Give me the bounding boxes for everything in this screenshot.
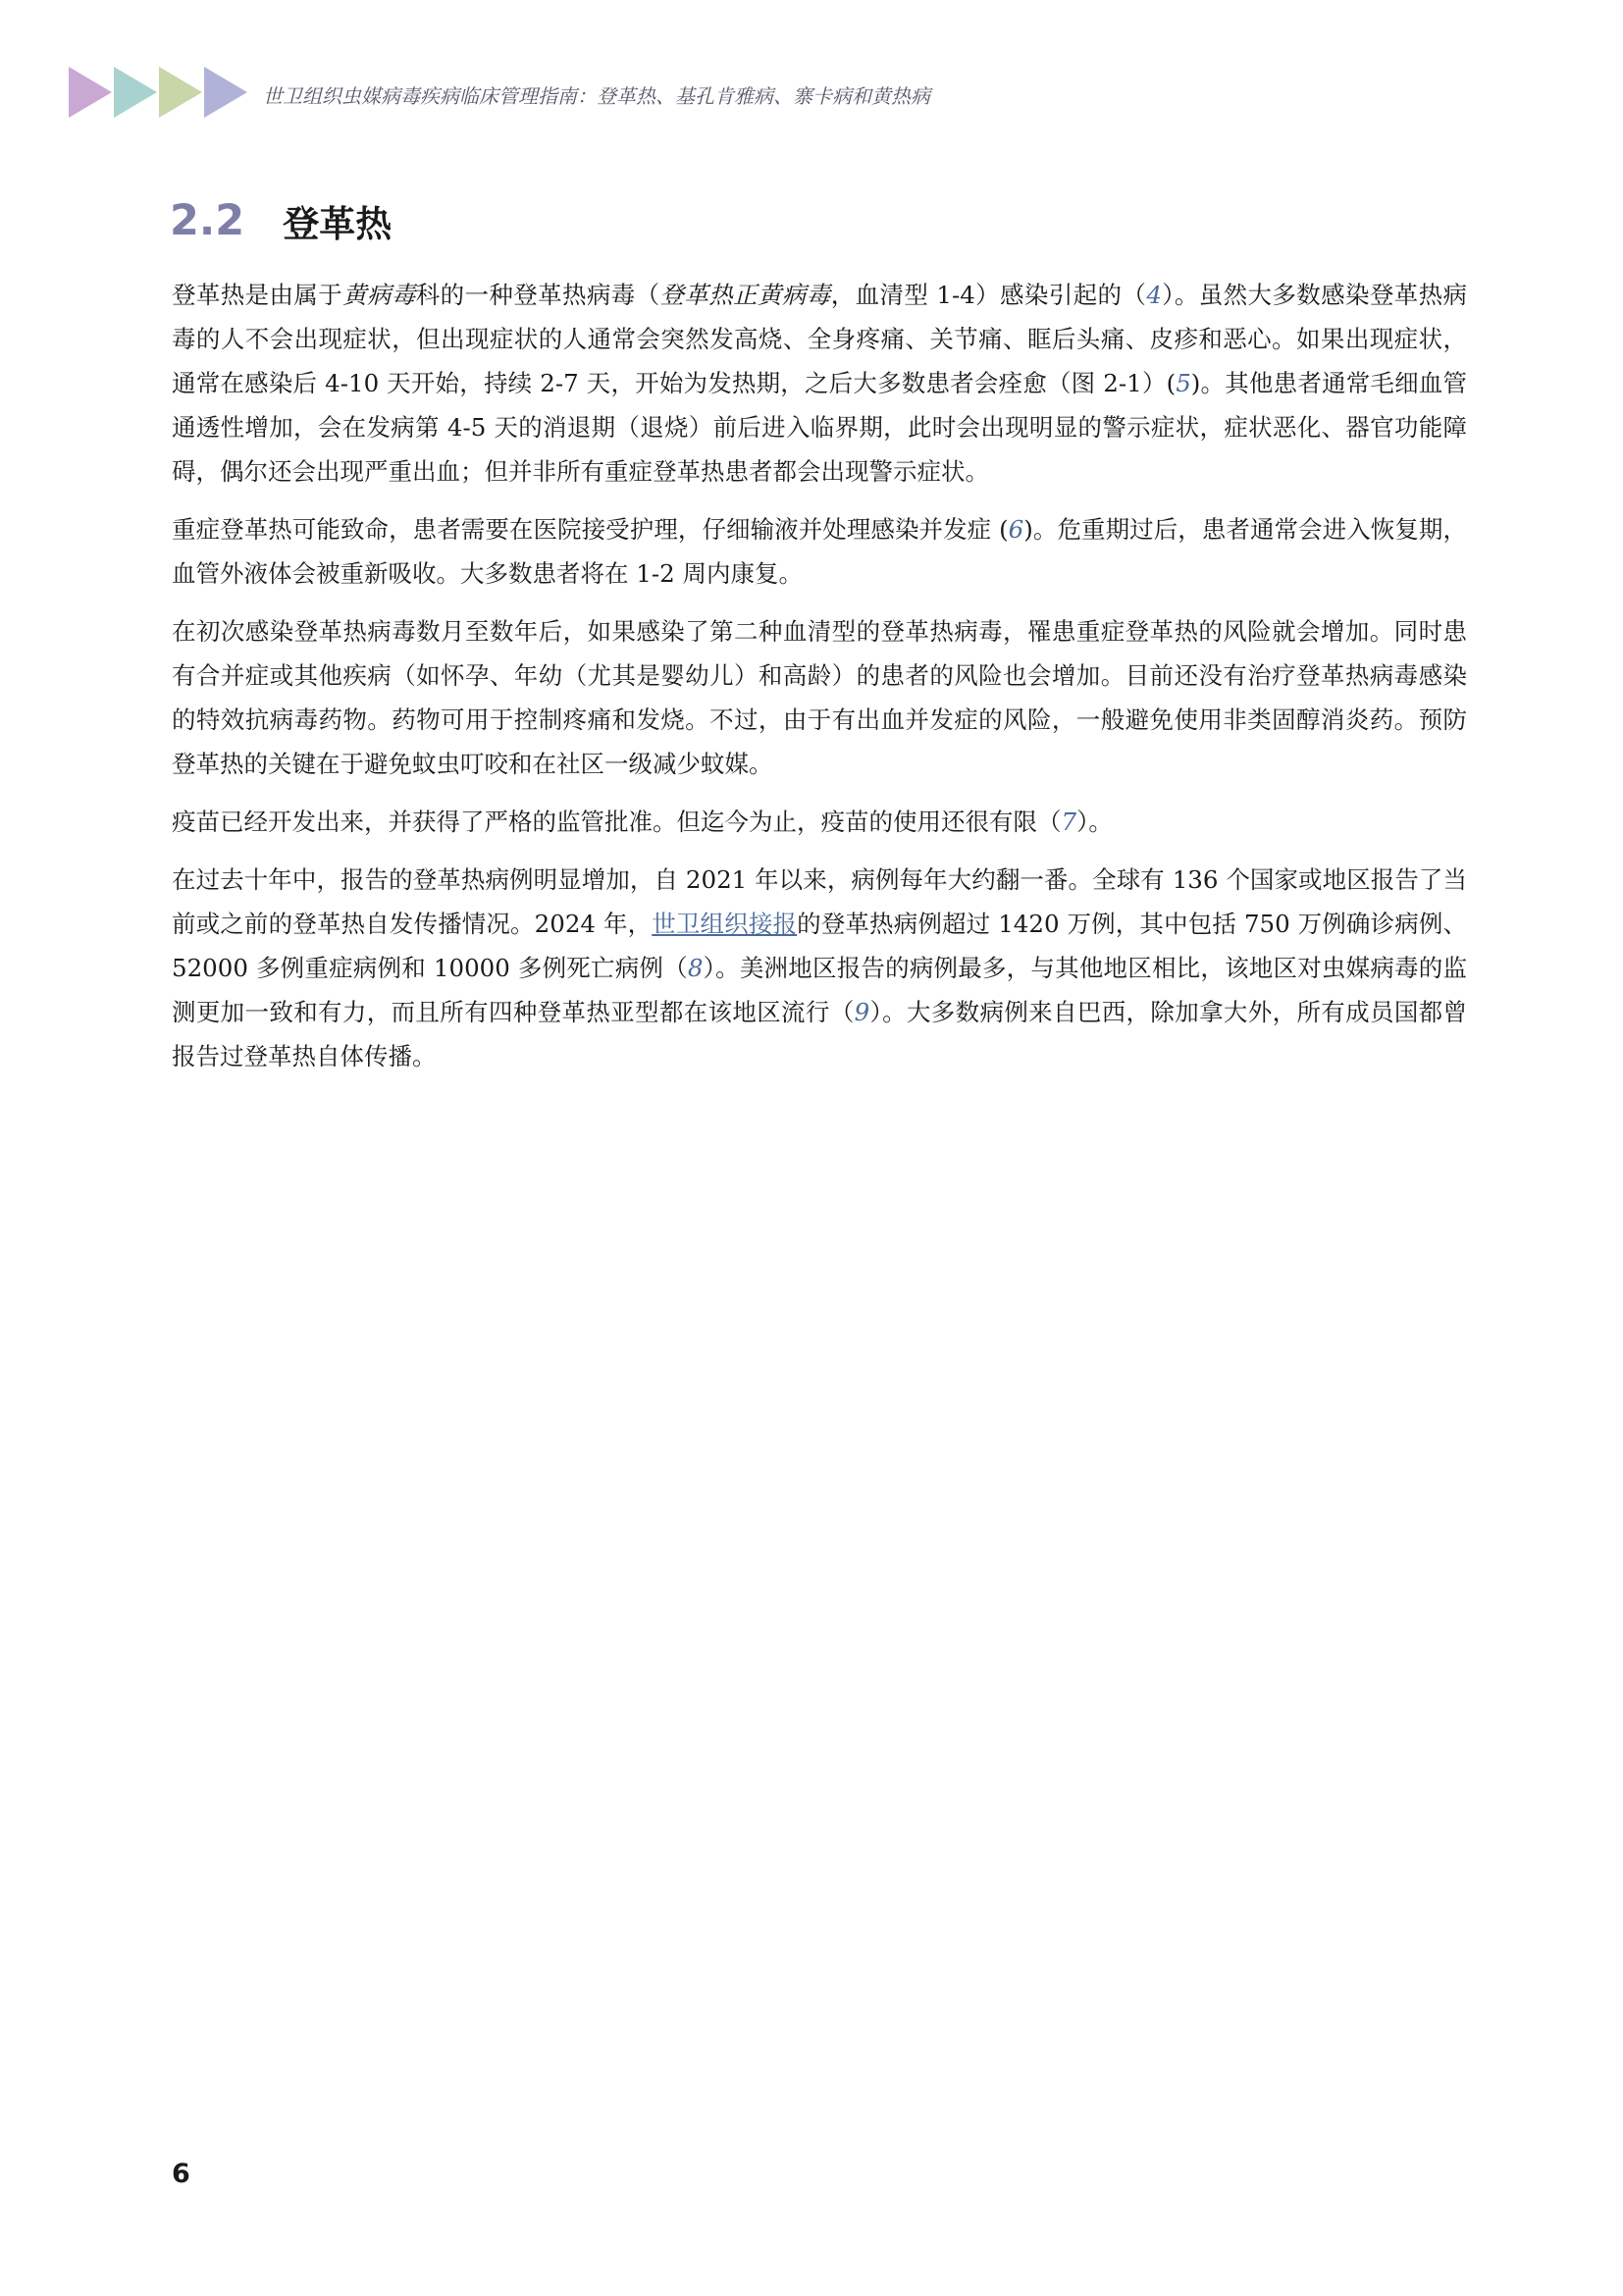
text-segment: ）。大多数病例来自巴西，除加拿大外，所有成员国都曾报告过登革热自体传播。 (172, 998, 1467, 1070)
text-segment: ）。虽然大多数感染登革热病毒的人不会出现症状，但出现症状的人通常会突然发高烧、全身疼痛、关节痛、眶后头痛、皮疹和恶心。如果出现症状，通常在感染后 4-10 天开始，持续 2-7 天，开始为发热期，之后大多数患者会痊愈（图 2-1）( (172, 281, 1468, 397)
text-segment: 疫苗已经开发出来，并获得了严格的监管批准。但迄今为止，疫苗的使用还很有限（ (172, 808, 1062, 836)
paragraph-2 (172, 507, 1467, 596)
paragraph-5 (172, 858, 1467, 1078)
section-heading (170, 194, 392, 253)
section-number: 2.2 (170, 196, 245, 245)
paragraph-1 (172, 273, 1467, 494)
reference-link-5[interactable]: 5 (1176, 369, 1191, 397)
text-segment: )。其他患者通常毛细血管通透性增加，会在发病第 4-5 天的消退期（退烧）前后进入临界期，此时会出现明显的警示症状，症状恶化、器官功能障碍，偶尔还会出现严重出血；但并非所有重症登革热患者都会出现警示症状。 (172, 369, 1467, 486)
arrow-decoration-3 (159, 67, 202, 118)
body-content (172, 273, 1467, 1092)
text-segment: ）。美洲地区报告的病例最多，与其他地区相比，该地区对虫媒病毒的监测更加一致和有力，而且所有四种登革热亚型都在该地区流行（ (172, 954, 1467, 1026)
italic-term: 登革热正黄病毒 (659, 281, 831, 309)
page-number: 6 (172, 2159, 190, 2189)
paragraph-4 (172, 800, 1467, 844)
arrow-decoration-1 (69, 67, 112, 118)
text-segment: ，血清型 1-4）感染引起的（ (830, 281, 1147, 309)
reference-link-9[interactable]: 9 (854, 998, 870, 1026)
text-segment: 在过去十年中，报告的登革热病例明显增加，自 2021 年以来，病例每年大约翻一番。全球有 136 个国家或地区报告了当前或之前的登革热自发传播情况。2024 年， (172, 865, 1467, 938)
page-header (69, 67, 1541, 122)
text-segment: 在初次感染登革热病毒数月至数年后，如果感染了第二种血清型的登革热病毒，罹患重症登革热的风险就会增加。同时患有合并症或其他疾病（如怀孕、年幼（尤其是婴幼儿）和高龄）的患者的风险也会增加。目前还没有治疗登革热病毒感染的特效抗病毒药物。药物可用于控制疼痛和发烧。不过，由于有出血并发症的风险，一般避免使用非类固醇消炎药。预防登革热的关键在于避免蚊虫叮咬和在社区一级减少蚊媒。 (172, 617, 1467, 778)
text-segment: 重症登革热可能致命，患者需要在医院接受护理，仔细输液并处理感染并发症 ( (172, 515, 1009, 544)
reference-link-8[interactable]: 8 (687, 954, 704, 982)
text-segment: 登革热是由属于 (172, 281, 343, 309)
reference-link-4[interactable]: 4 (1146, 281, 1162, 309)
italic-term: 黄病毒 (342, 281, 416, 309)
reference-link-7[interactable]: 7 (1061, 808, 1077, 836)
paragraph-3 (172, 609, 1467, 786)
section-title: 登革热 (283, 203, 393, 245)
text-segment: 的登革热病例超过 1420 万例，其中包括 750 万例确诊病例、52000 多例重症病例和 10000 多例死亡病例（ (172, 910, 1468, 982)
text-segment: 科的一种登革热病毒（ (415, 281, 660, 309)
arrow-decoration-4 (204, 67, 247, 118)
text-segment: )。危重期过后，患者通常会进入恢复期，血管外液体会被重新吸收。大多数患者将在 1-2 周内康复。 (172, 515, 1467, 588)
text-segment: ）。 (1076, 808, 1113, 836)
arrow-decoration-2 (114, 67, 157, 118)
who-report-link[interactable]: 世卫组织接报 (652, 910, 798, 938)
reference-link-6[interactable]: 6 (1008, 515, 1024, 544)
header-title: 世卫组织虫媒病毒疾病临床管理指南：登革热、基孔肯雅病、寨卡病和黄热病 (263, 84, 930, 108)
